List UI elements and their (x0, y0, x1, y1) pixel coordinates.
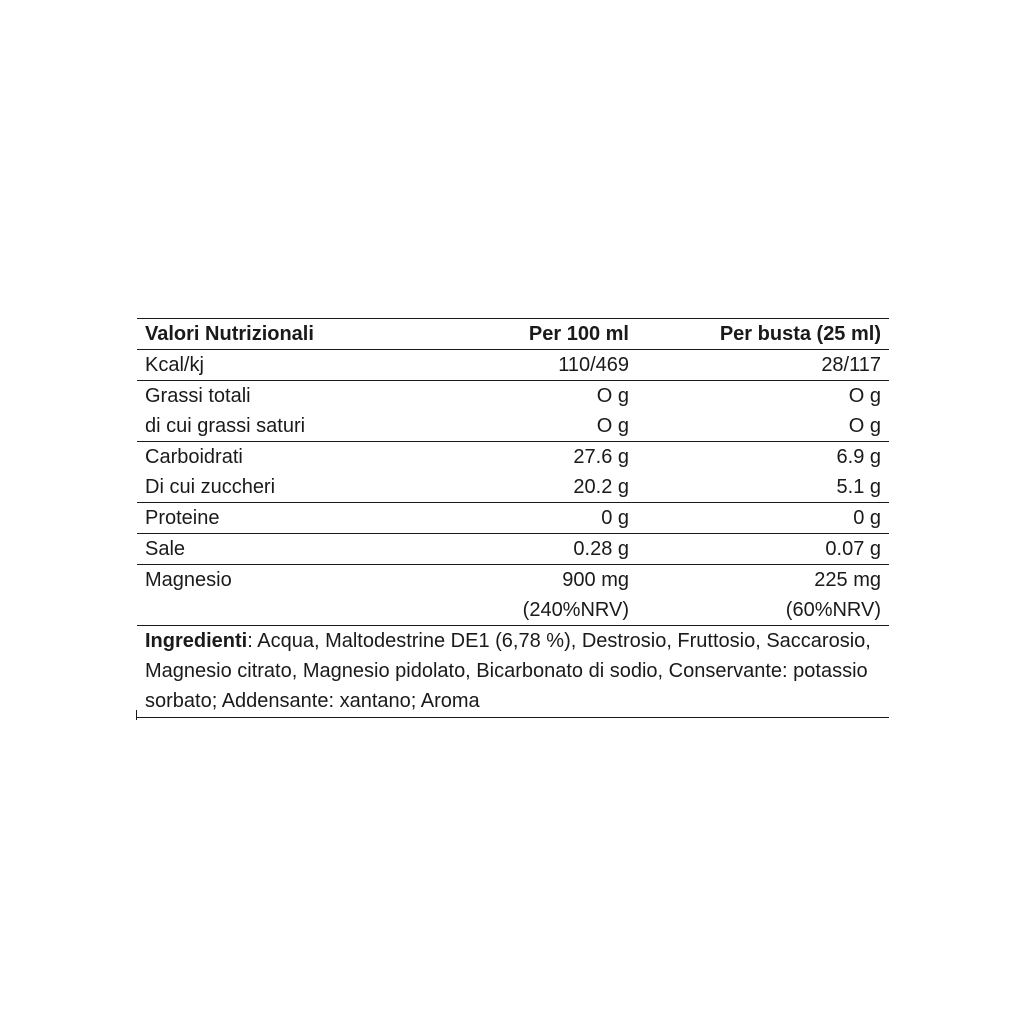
table-row (137, 381, 889, 412)
table-row (137, 595, 889, 626)
row-per-100ml: (240%NRV) (522, 599, 629, 621)
row-per-100ml: 0 g (601, 507, 629, 529)
row-label: Kcal/kj (145, 354, 204, 376)
table-row (137, 503, 889, 534)
table-row (137, 534, 889, 565)
row-per-sachet: 28/117 (821, 354, 881, 376)
header-nutritional-values: Valori Nutrizionali (145, 323, 314, 345)
table-row (137, 565, 889, 596)
row-per-sachet: 225 mg (814, 569, 881, 591)
row-per-sachet: O g (848, 415, 881, 437)
row-per-100ml: 0.28 g (573, 538, 629, 560)
row-label: Magnesio (145, 569, 232, 591)
header-per-sachet: Per busta (25 ml) (719, 323, 881, 345)
row-label: Di cui zuccheri (145, 476, 276, 498)
header-per-100ml: Per 100 ml (528, 323, 629, 345)
row-label: Carboidrati (145, 446, 243, 468)
nutrition-table (137, 318, 889, 626)
row-per-sachet: 0 g (853, 507, 881, 529)
table-row (137, 442, 889, 473)
row-per-100ml: 20.2 g (573, 476, 629, 498)
row-label: di cui grassi saturi (145, 415, 306, 437)
ingredients-label: Ingredienti (145, 630, 248, 652)
table-header-row (137, 319, 889, 350)
row-per-100ml: O g (596, 385, 629, 407)
row-label (137, 595, 497, 626)
row-label: Grassi totali (145, 385, 251, 407)
table-row (137, 472, 889, 503)
row-per-sachet: (60%NRV) (785, 599, 881, 621)
nutrition-panel (137, 318, 889, 718)
table-row (137, 411, 889, 442)
table-row (137, 350, 889, 381)
divider-tick (136, 710, 137, 720)
row-per-sachet: 0.07 g (825, 538, 881, 560)
row-per-100ml: 27.6 g (573, 446, 629, 468)
row-per-sachet: 5.1 g (836, 476, 881, 498)
ingredients-block (137, 626, 889, 718)
row-per-100ml: O g (596, 415, 629, 437)
ingredients-text: : Acqua, Maltodestrine DE1 (6,78 %), Destrosio, Fruttosio, Saccarosio, Magnesio citrato, Magnesio pidolato, Bicarbonato di sodio, Conservante: potassio sorbato; Addensante: xantano; Aroma (145, 630, 871, 712)
row-per-sachet: O g (848, 385, 881, 407)
row-per-100ml: 110/469 (558, 354, 629, 376)
row-label: Proteine (145, 507, 220, 529)
row-per-sachet: 6.9 g (836, 446, 881, 468)
row-per-100ml: 900 mg (562, 569, 629, 591)
row-label: Sale (145, 538, 186, 560)
